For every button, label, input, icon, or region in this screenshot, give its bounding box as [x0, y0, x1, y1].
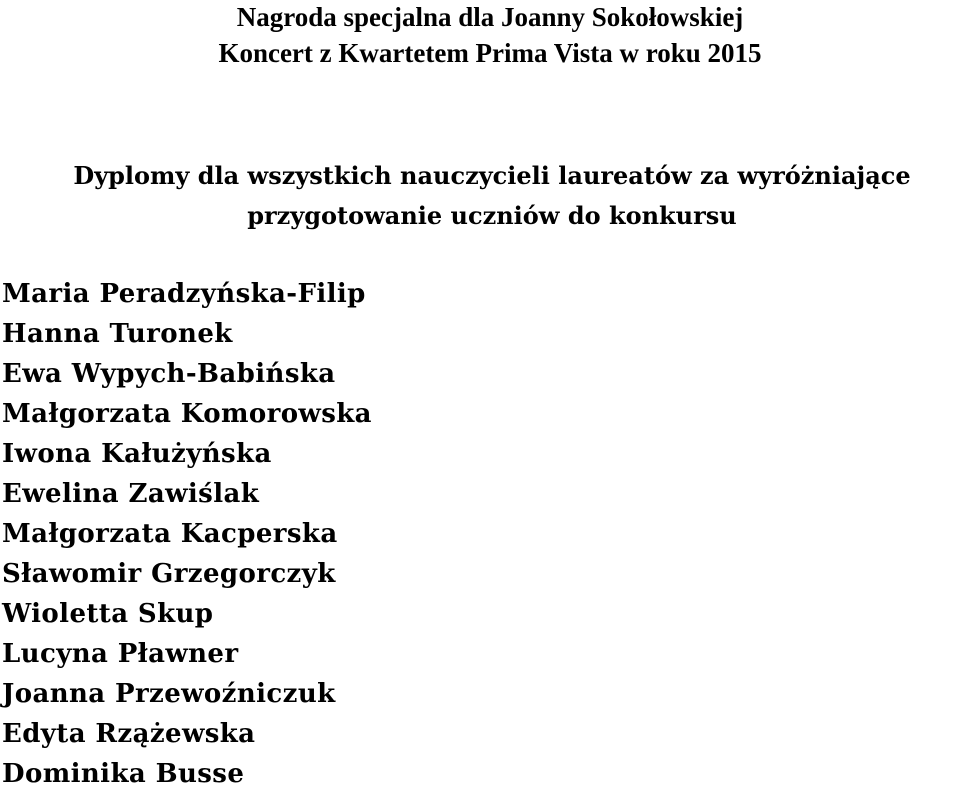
concert-subtitle: Koncert z Kwartetem Prima Vista w roku 2015: [218, 38, 762, 68]
teacher-name: Sławomir Grzegorczyk: [2, 559, 336, 589]
diplomas-heading: [0, 156, 960, 236]
diplomas-heading-line-1: Dyplomy dla wszystkich nauczycieli laureatów za wyróżniające: [73, 161, 911, 190]
special-award-heading: [0, 0, 960, 71]
teacher-name: Iwona Kałużyńska: [2, 439, 272, 469]
diplomas-heading-line-2: przygotowanie uczniów do konkursu: [247, 201, 737, 230]
teacher-name: Dominika Busse: [2, 759, 245, 789]
teachers-list: [2, 274, 372, 794]
teacher-name: Edyta Rzążewska: [2, 719, 256, 749]
teacher-name: Joanna Przewoźniczuk: [2, 679, 336, 709]
teacher-name: Hanna Turonek: [2, 319, 233, 349]
teacher-name: Małgorzata Kacperska: [2, 519, 338, 549]
teacher-name: Maria Peradzyńska-Filip: [2, 279, 366, 309]
teacher-name: Lucyna Pławner: [2, 639, 239, 669]
teacher-name: Ewa Wypych-Babińska: [2, 359, 336, 389]
teacher-name: Małgorzata Komorowska: [2, 399, 372, 429]
special-award-title: Nagroda specjalna dla Joanny Sokołowskiej: [236, 2, 744, 32]
teacher-name: Ewelina Zawiślak: [2, 479, 260, 509]
teacher-name: Wioletta Skup: [2, 599, 214, 629]
